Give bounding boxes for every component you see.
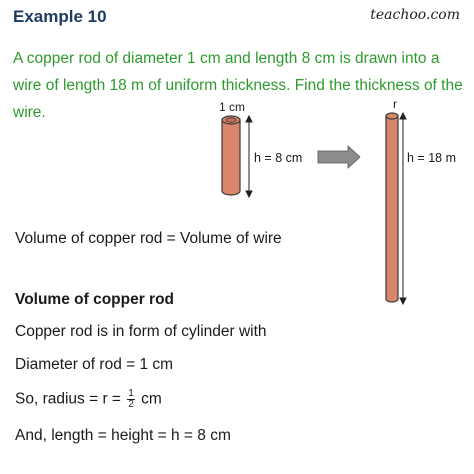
radius-fraction (127, 389, 135, 410)
brand-logo: teachoo.com (370, 7, 460, 23)
radius-prefix: So, radius = r = (15, 390, 126, 408)
fraction-numerator: 1 (128, 388, 134, 399)
copper-rod (222, 116, 240, 195)
cylinder-statement: Copper rod is in form of cylinder with (15, 323, 267, 340)
radius-statement (15, 389, 162, 410)
rod-height-label: h = 8 cm (254, 151, 303, 165)
radius-suffix: cm (136, 390, 162, 408)
transform-arrow-icon (318, 146, 360, 168)
wire-height-arrow (400, 113, 406, 304)
length-statement: And, length = height = h = 8 cm (15, 427, 231, 444)
rod-height-arrow (246, 116, 252, 197)
wire-top-label: r (393, 97, 397, 111)
question-text: A copper rod of diameter 1 cm and length 8 cm is drawn into a wire of length 18 m of uniform thickness. Find the thickness of the wire. (13, 50, 463, 121)
wire (386, 113, 398, 302)
section-heading: Volume of copper rod (15, 291, 175, 308)
rod-top-label: 1 cm (218, 100, 246, 114)
fraction-denominator: 2 (128, 399, 134, 410)
wire-height-label: h = 18 m (407, 151, 456, 165)
example-title: Example 10 (13, 7, 107, 26)
diameter-statement: Diameter of rod = 1 cm (15, 356, 174, 373)
volume-equation: Volume of copper rod = Volume of wire (15, 230, 282, 247)
